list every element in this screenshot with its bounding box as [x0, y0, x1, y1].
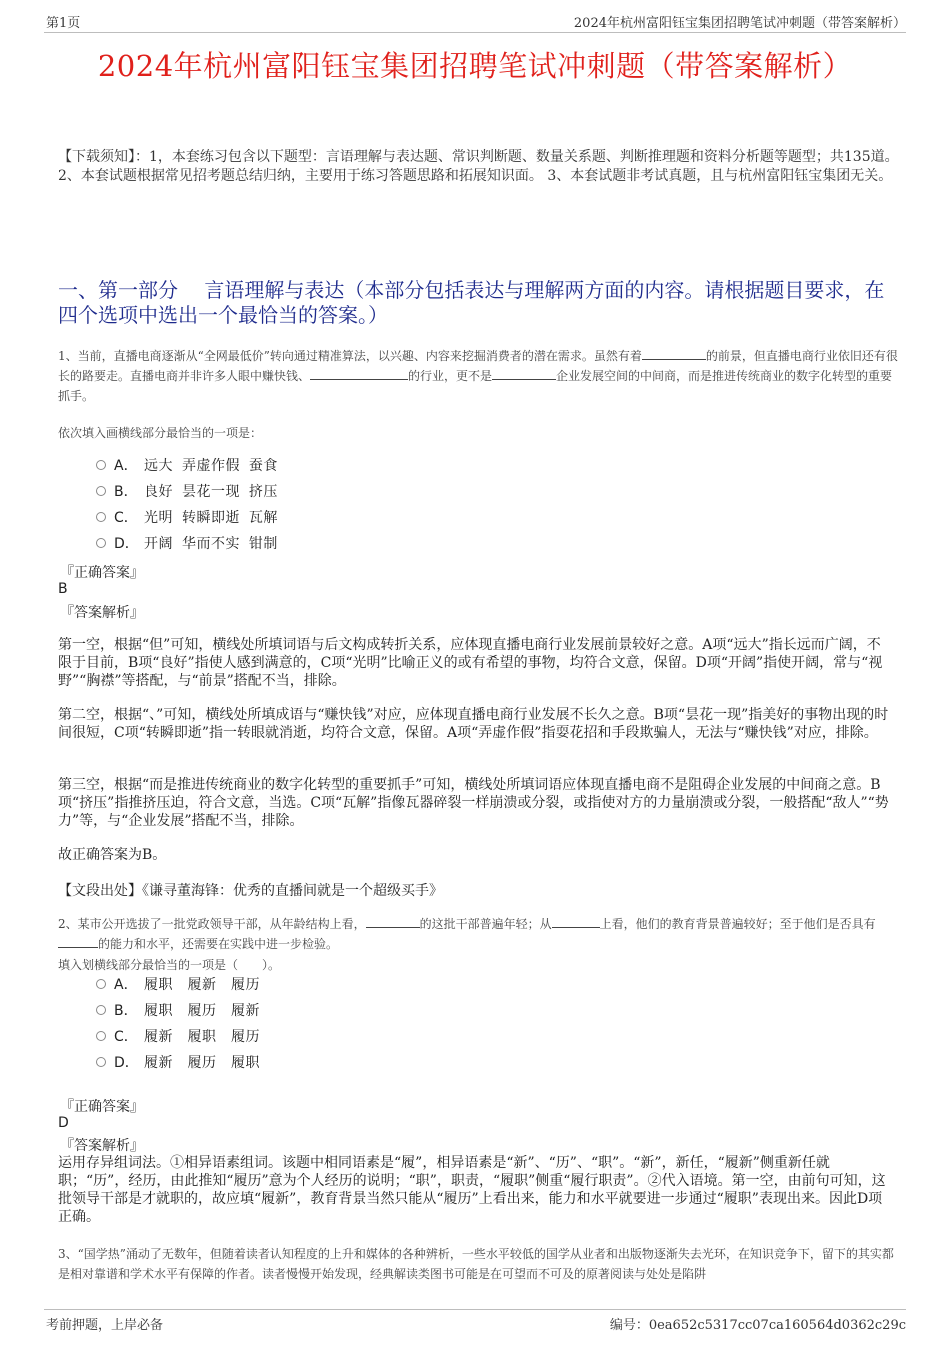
radio-icon[interactable]	[96, 1057, 106, 1067]
page-title: 2024年杭州富阳钰宝集团招聘笔试冲刺题（带答案解析）	[97, 49, 853, 83]
page-number: 第1页	[46, 16, 81, 31]
question-2-stem	[58, 914, 898, 954]
option-letter: A．	[114, 977, 138, 993]
blank-line	[552, 914, 600, 928]
radio-icon[interactable]	[96, 979, 106, 989]
q1-option-d[interactable]	[96, 534, 278, 554]
q1-instruction: 依次填入画横线部分最恰当的一项是：	[58, 426, 263, 440]
blank-line	[58, 934, 98, 948]
section-heading: 一、第一部分 言语理解与表达（本部分包括表达与理解两方面的内容。请根据题目要求，在四个选项中选出一个最恰当的答案。）	[58, 278, 885, 327]
option-text: 履职 履历 履新	[144, 1003, 260, 1019]
q1-option-a[interactable]	[96, 456, 278, 476]
option-text: 光明 转瞬即逝 瓦解	[144, 510, 278, 526]
q1-option-c[interactable]	[96, 508, 278, 528]
running-title: 2024年杭州富阳钰宝集团招聘笔试冲刺题（带答案解析）	[573, 16, 906, 31]
footer-slogan: 考前押题，上岸必备	[46, 1318, 164, 1333]
analysis-label: 『答案解析』	[60, 1138, 144, 1154]
analysis-paragraph: 运用存异组词法。①相异语素组词。该题中相同语素是“履”，相异语素是“新”、“历”、“职”。“新”，新任，“履新”侧重新任就职；“历”，经历，由此推知“履历”意为个人经历的说明；“职”，职责，“履职”侧重“履行职责”。②代入语境。第一空，由前句可知，这批领导干部是才就职的，故应填“履新”，教育背景当然只能从“履历”上看出来，能力和水平就要进一步通过“履职”表现出来。因此D项正确。	[58, 1155, 886, 1225]
option-letter: D．	[114, 1055, 139, 1071]
q1-stem-part-3: 的行业，更不是	[408, 369, 493, 383]
blank-line	[642, 346, 706, 360]
blank-line	[366, 914, 420, 928]
correct-answer: B	[58, 581, 68, 597]
option-letter: C．	[114, 1029, 138, 1045]
download-notice: 【下载须知】：1，本套练习包含以下题型：言语理解与表达题、常识判断题、数量关系题、判断推理题和资料分析题等题型；共135道。 2、本套试题根据常见招考题总结归纳，主要用于练习答题思路和拓展知识面。 3、本套试题非考试真题，且与杭州富阳钰宝集团无关。	[58, 149, 899, 184]
option-letter: B．	[114, 484, 138, 500]
option-letter: D．	[114, 536, 139, 552]
question-3-stem: 3、“国学热”涌动了无数年，但随着读者认知程度的上升和媒体的各种辨析，一些水平较低的国学从业者和出版物逐渐失去光环，在知识竞争下，留下的其实都是相对靠谱和学术水平有保障的作者。读者慢慢开始发现，经典解读类图书可能是在可望而不可及的原著阅读与处处是陷阱	[58, 1247, 894, 1281]
q2-option-b[interactable]	[96, 1001, 260, 1021]
q2-option-c[interactable]	[96, 1027, 260, 1047]
radio-icon[interactable]	[96, 460, 106, 470]
q1-stem-part-4: 企业发展空间的中间商，而是推进传统商业的数字化转型的重要抓手。	[58, 369, 893, 403]
q1-stem-part-1: 1、当前，直播电商逐渐从“全网最低价”转向通过精准算法，以兴趣、内容来挖掘消费者的潜在需求。虽然有着	[58, 349, 642, 363]
analysis-label: 『答案解析』	[60, 605, 144, 621]
analysis-paragraph: 第二空，根据“、”可知，横线处所填成语与“赚快钱”对应，应体现直播电商行业发展不长久之意。B项“昙花一现”指美好的事物出现的时间很短，C项“转瞬即逝”指一转眼就消逝，均符合文意，保留。A项“弄虚作假”指耍花招和手段欺骗人，无法与“赚快钱”对应，排除。	[58, 707, 889, 741]
option-letter: C．	[114, 510, 138, 526]
q2-stem-part-2: 的这批干部普遍年轻；从	[419, 917, 552, 931]
q2-stem-part-1: 2、某市公开选拔了一批党政领导干部，从年龄结构上看，	[58, 917, 366, 931]
header-divider	[44, 32, 906, 33]
option-text: 良好 昙花一现 挤压	[144, 484, 278, 500]
option-text: 履新 履职 履历	[144, 1029, 260, 1045]
radio-icon[interactable]	[96, 1005, 106, 1015]
q1-stem-part-2: 的前景，但直播电商行业依旧还有很长的路要走。直播电商并非许多人眼中赚快钱、	[58, 349, 898, 383]
analysis-conclusion: 故正确答案为B。	[58, 847, 167, 863]
passage-source: 【文段出处】《谦寻董海锋：优秀的直播间就是一个超级买手》	[58, 883, 443, 899]
q2-option-d[interactable]	[96, 1053, 260, 1073]
correct-answer-label: 『正确答案』	[60, 565, 144, 581]
blank-line	[492, 366, 556, 380]
question-1-stem	[58, 346, 898, 406]
document-id: 编号：0ea652c5317cc07ca160564d0362c29c	[609, 1318, 906, 1333]
analysis-paragraph: 第三空，根据“而是推进传统商业的数字化转型的重要抓手”可知，横线处所填词语应体现直播电商不是阻碍企业发展的中间商之意。B项“挤压”指推挤压迫，符合文意，当选。C项“瓦解”指像瓦器碎裂一样崩溃或分裂，或指使对方的力量崩溃或分裂，一般搭配“敌人”“势力”等，与“企业发展”搭配不当，排除。	[58, 777, 889, 829]
q2-option-a[interactable]	[96, 975, 260, 995]
option-text: 履新 履历 履职	[144, 1055, 260, 1071]
option-letter: B．	[114, 1003, 138, 1019]
q2-instruction: 填入划横线部分最恰当的一项是（ ）。	[58, 958, 281, 972]
analysis-paragraph: 第一空，根据“但”可知，横线处所填词语与后文构成转折关系，应体现直播电商行业发展前景较好之意。A项“远大”指长远而广阔，不限于目前，B项“良好”指使人感到满意的，C项“光明”比喻正义的或有希望的事物，均符合文意，保留。D项“开阔”指使开阔，常与“视野”“胸襟”等搭配，与“前景”搭配不当，排除。	[58, 637, 883, 689]
option-letter: A．	[114, 458, 138, 474]
correct-answer-label: 『正确答案』	[60, 1099, 144, 1115]
radio-icon[interactable]	[96, 538, 106, 548]
option-text: 履职 履新 履历	[144, 977, 260, 993]
q1-option-b[interactable]	[96, 482, 278, 502]
radio-icon[interactable]	[96, 512, 106, 522]
option-text: 开阔 华而不实 钳制	[144, 536, 278, 552]
correct-answer: D	[58, 1115, 69, 1131]
q2-stem-part-3: 上看，他们的教育背景普遍较好；至于他们是否具有	[599, 917, 876, 931]
option-text: 远大 弄虚作假 蚕食	[144, 458, 278, 474]
radio-icon[interactable]	[96, 1031, 106, 1041]
q2-stem-part-4: 的能力和水平，还需要在实践中进一步检验。	[98, 937, 339, 951]
radio-icon[interactable]	[96, 486, 106, 496]
blank-line	[310, 366, 408, 380]
footer-divider	[44, 1309, 906, 1310]
